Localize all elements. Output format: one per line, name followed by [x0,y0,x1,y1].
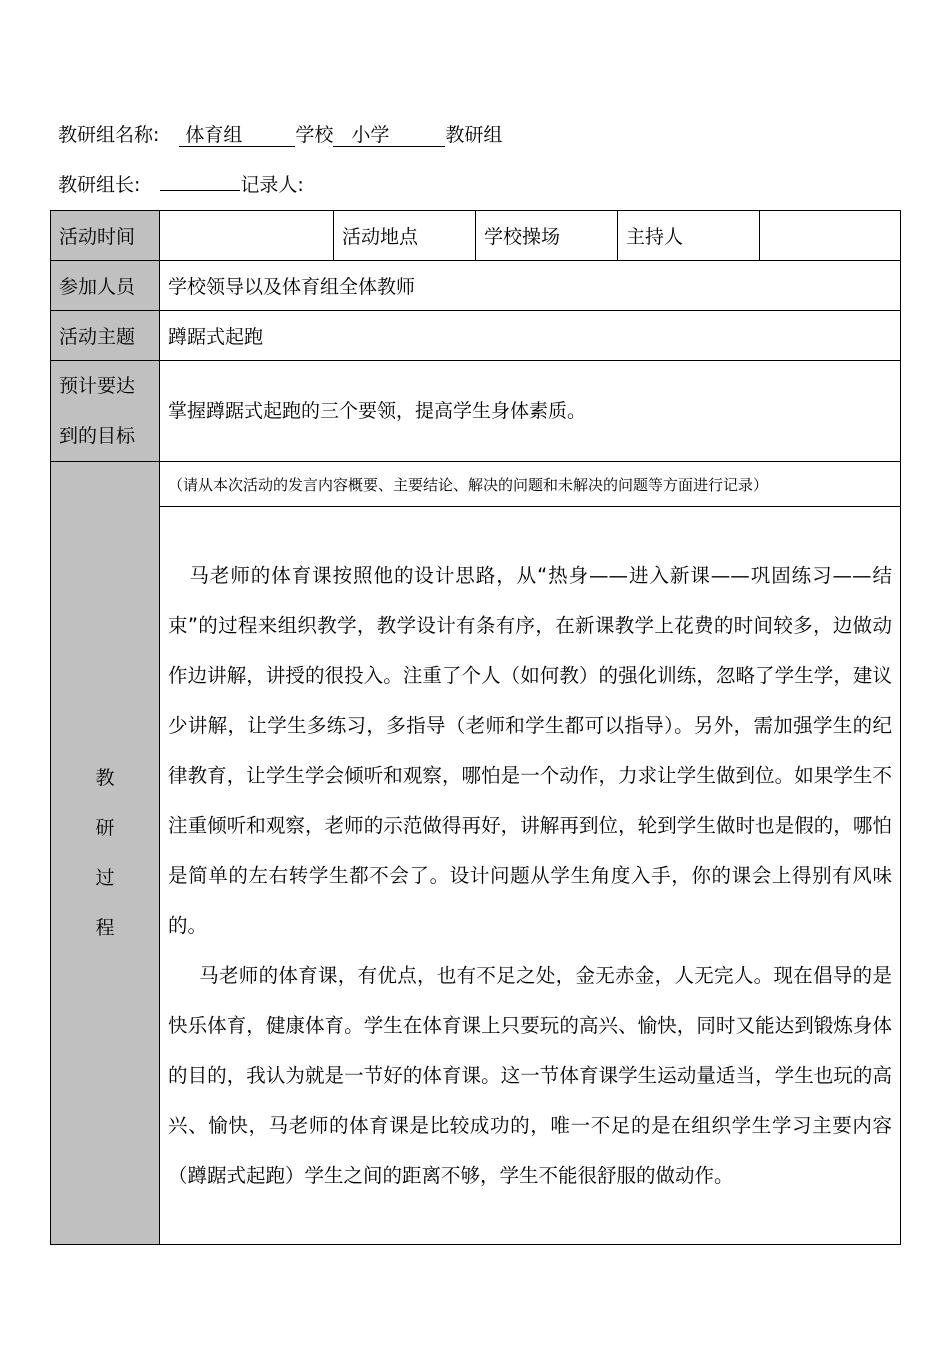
goal-label: 预计要达到的目标 [51,361,160,462]
topic-label: 活动主题 [51,311,160,361]
row-process-body [51,507,901,1245]
row-topic [51,311,901,361]
place-label: 活动地点 [334,211,476,261]
time-label: 活动时间 [51,211,160,261]
leader-label: 教研组长: [58,174,141,196]
school-value[interactable]: 小学 [333,124,445,147]
group-name-value[interactable]: 体育组 [179,124,295,147]
time-value[interactable] [160,211,334,261]
process-label-char: 程 [95,917,115,939]
host-label: 主持人 [618,211,760,261]
leader-value[interactable] [160,190,240,191]
header-line-group [58,122,502,148]
row-process-note [51,462,901,507]
row-goal [51,361,901,462]
process-label-char: 研 [95,817,115,839]
school-label: 学校 [295,124,334,146]
recorder-label: 记录人: [240,174,304,196]
row-time-place [51,211,901,261]
header-line-leader [58,172,304,198]
process-paragraph: 马老师的体育课按照他的设计思路，从“热身——进入新课——巩固练习——结束”的过程来组织教学，教学设计有条有序，在新课教学上花费的时间较多，边做动作边讲解，讲授的很投入。注重了个人（如何教）的强化训练，忽略了学生学，建议少讲解，让学生多练习，多指导（老师和学生都可以指导）。另外，需加强学生的纪律教育，让学生学会倾听和观察，哪怕是一个动作，力求让学生做到位。如果学生不注重倾听和观察，老师的示范做得再好，讲解再到位，轮到学生做时也是假的，哪怕是简单的左右转学生都不会了。设计问题从学生角度入手，你的课会上得别有风味的。 [168,563,892,937]
group-name-label: 教研组名称: [58,124,160,146]
process-paragraph: 马老师的体育课，有优点，也有不足之处，金无赤金，人无完人。现在倡导的是快乐体育，健康体育。学生在体育课上只要玩的高兴、愉快，同时又能达到锻炼身体的目的，我认为就是一节好的体育课。这一节体育课学生运动量适当，学生也玩的高兴、愉快，马老师的体育课是比较成功的，唯一不足的是在组织学生学习主要内容（蹲踞式起跑）学生之间的距离不够，学生不能很舒服的做动作。 [168,963,892,1187]
attendees-value[interactable]: 学校领导以及体育组全体教师 [160,261,901,311]
host-value[interactable] [760,211,901,261]
activity-record-table [50,210,901,1245]
row-attendees [51,261,901,311]
process-content[interactable] [160,507,901,1245]
group-suffix: 教研组 [445,124,503,146]
process-label-char: 教 [95,767,115,789]
process-label-char: 过 [95,867,115,889]
goal-value[interactable]: 掌握蹲踞式起跑的三个要领，提高学生身体素质。 [160,361,901,462]
place-value[interactable]: 学校操场 [476,211,618,261]
attendees-label: 参加人员 [51,261,160,311]
topic-value[interactable]: 蹲踞式起跑 [160,311,901,361]
process-label [51,462,160,1245]
process-note: （请从本次活动的发言内容概要、主要结论、解决的问题和未解决的问题等方面进行记录） [160,462,901,507]
